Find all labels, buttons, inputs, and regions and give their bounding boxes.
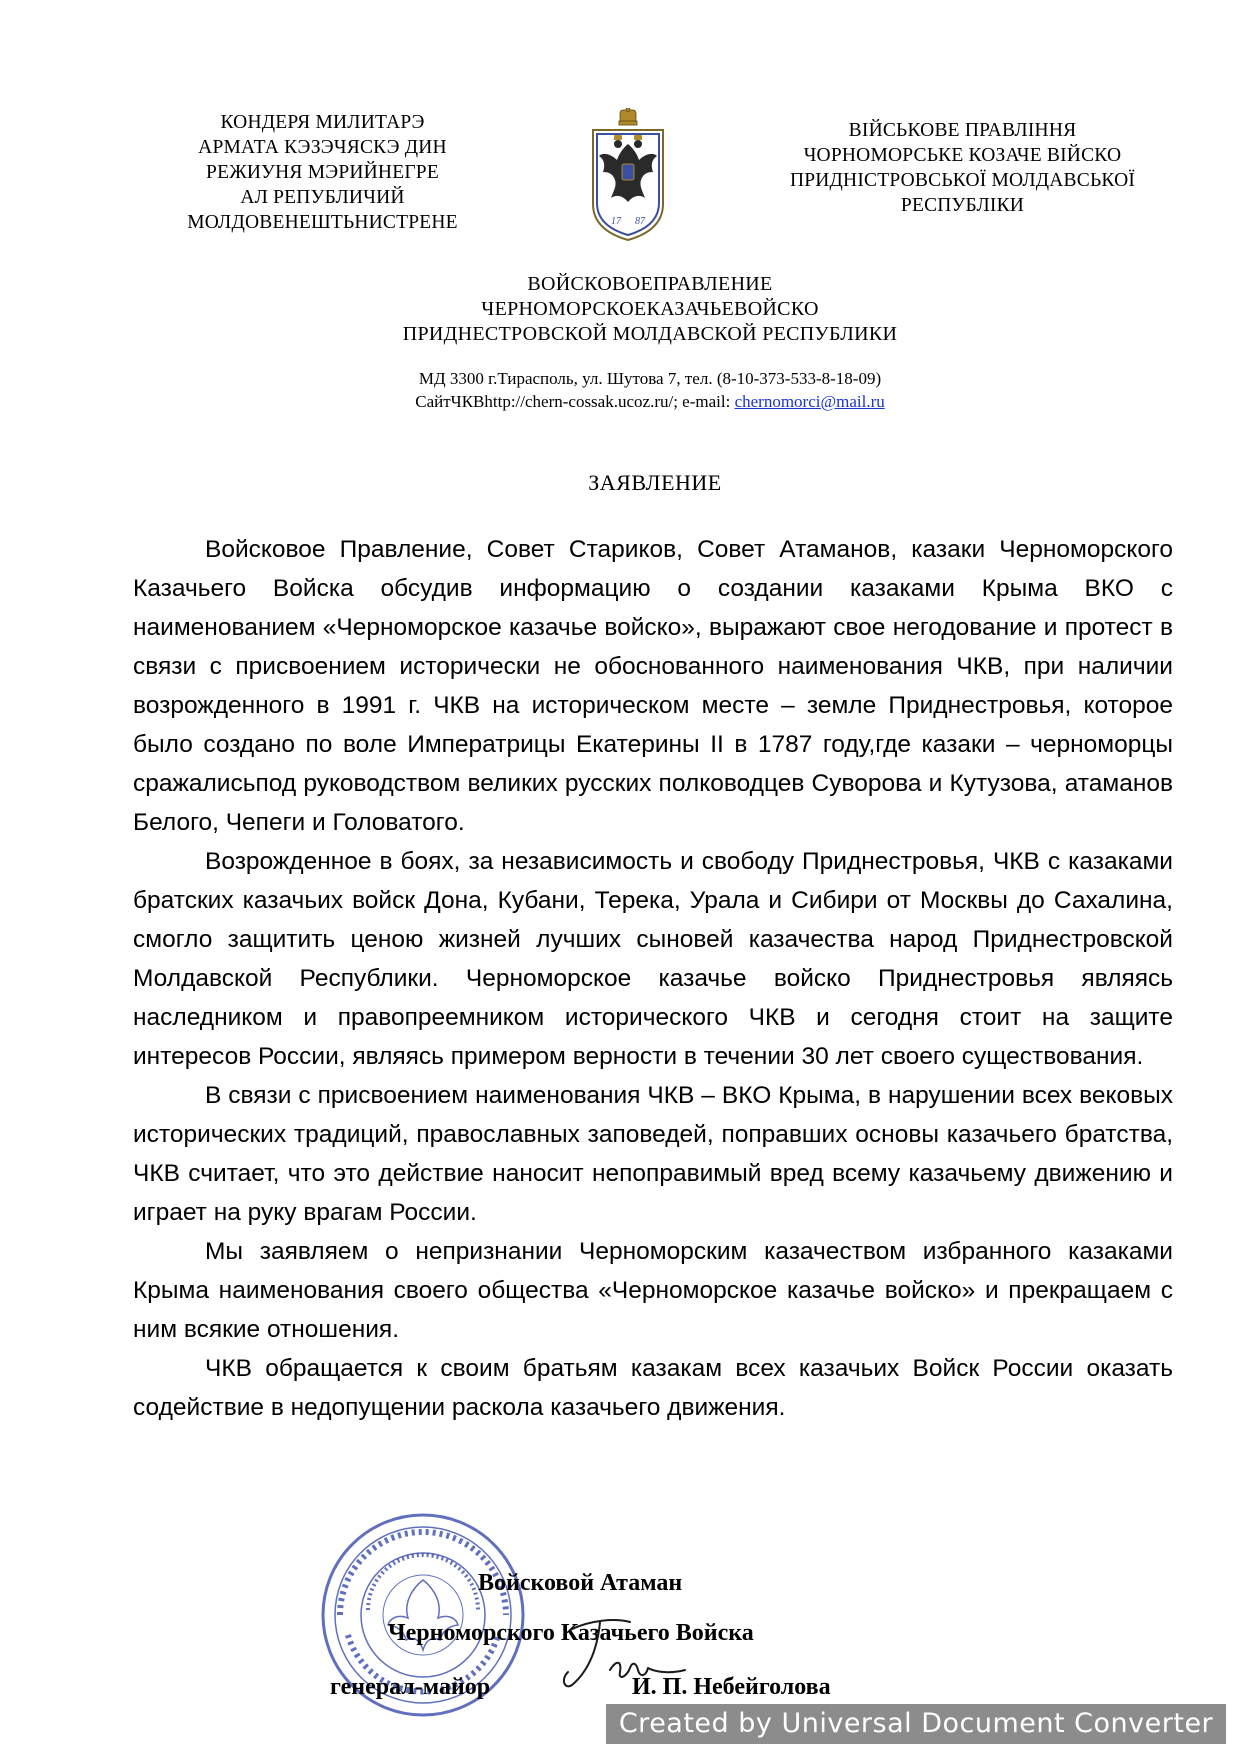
site-text: СайтЧКВhttp://chern-cossak.ucoz.ru/; e-mail: [415,392,735,411]
converter-watermark: Created by Universal Document Converter [606,1704,1226,1744]
header-right-line: РЕСПУБЛІКИ [900,195,1025,216]
document-title: ЗАЯВЛЕНИЕ [588,470,722,495]
body-paragraph: ЧКВ обращается к своим братьям казакам всех казачьих Войск России оказать содействие в недопущении раскола казачьего движения. [133,1355,1173,1421]
header-left-line: РЕЖИУНЯ МЭРИЙНЕГРЕ [206,162,439,183]
header-center-line: ЧЕРНОМОРСКОЕКАЗАЧЬЕВОЙСКО [481,298,819,320]
contact-info [330,367,970,413]
header-center-line: ПРИДНЕСТРОВСКОЙ МОЛДАВСКОЙ РЕСПУБЛИКИ [402,323,898,345]
header-left-line: АЛ РЕПУБЛИЧИЙ [240,187,405,208]
emblem-year-right: 87 [635,216,645,227]
body-paragraph: В связи с присвоением наименования ЧКВ – ВКО Крыма, в нарушении всех вековых исторических традиций, православных заповедей, поправших основы казачьего братства, ЧКВ считает, что это действие наносит непоправимый вред всему казачьему движению и играет на руку врагам России. [133,1082,1173,1226]
body-paragraph: Мы заявляем о непризнании Черноморским казачеством избранного казаками Крыма наименования своего общества «Черноморское казачье войско» и прекращаем с ним всякие отношения. [133,1238,1173,1343]
body-paragraph: Возрожденное в боях, за независимость и свободу Приднестровья, ЧКВ с казаками братских казачьих войск Дона, Кубани, Терека, Урала и Сибири от Москвы до Сахалина, смогло защитить ценою жизней лучших сыновей казачества народ Приднестровской Молдавской Республики. Черноморское казачье войско Приднестровья являясь наследником и правопреемником исторического ЧКВ и сегодня стоит на защите интересов России, являясь примером верности в течении 30 лет своего существования. [133,848,1173,1070]
header-left-line: КОНДЕРЯ МИЛИТАРЭ [220,112,425,133]
body-paragraph: Войсковое Правление, Совет Стариков, Совет Атаманов, казаки Черноморского Казачьего Войска обсудив информацию о создании казаками Крыма ВКО с наименованием «Черноморское казачье войско», выражают свое негодование и протест в связи с присвоением исторически не обоснованного наименования ЧКВ, при наличии возрожденного в 1991 г. ЧКВ на историческом месте – земле Приднестровья, которое было создано по воле Императрицы Екатерины II в 1787 году,где казаки – черноморцы сражалисьпод руководством великих русских полководцев Суворова и Кутузова, атаманов Белого, Чепеги и Головатого. [133,536,1173,836]
email-link[interactable]: chernomorci@mail.ru [734,392,885,411]
header-right-ukrainian [775,118,1150,218]
signature-line-2: Черноморского Казачьего Войска [388,1620,754,1646]
header-right-line: ЧОРНОМОРСЬКЕ КОЗАЧЕ ВІЙСКО [803,145,1122,166]
header-left-line: АРМАТА КЭЗЭЧЯСКЭ ДИН [198,137,447,158]
handwritten-signature-icon [560,1600,690,1700]
double-headed-eagle-crest-icon [583,108,673,242]
document-body [133,530,1173,1427]
header-right-line: ПРИДНІСТРОВСЬКОЇ МОЛДАВСЬКОЇ [789,170,1136,191]
header-center-line: ВОЙСКОВОЕПРАВЛЕНИЕ [527,273,773,295]
header-left-moldovan [160,110,485,235]
address-line: МД 3300 г.Тирасполь, ул. Шутова 7, тел. (8-10-373-533-8-18-09) [418,369,882,388]
header-left-line: МОЛДОВЕНЕШТЬНИСТРЕНЕ [187,212,458,233]
header-center-russian [330,272,970,347]
header-right-line: ВІЙСЬКОВЕ ПРАВЛІННЯ [848,120,1077,141]
emblem-year-left: 17 [611,216,621,227]
signature-rank: генерал-майор [330,1674,491,1700]
signature-line-1: Войсковой Атаман [478,1570,683,1596]
site-email-line [330,390,970,413]
signature-name: И. П. Небейголова [632,1674,831,1700]
